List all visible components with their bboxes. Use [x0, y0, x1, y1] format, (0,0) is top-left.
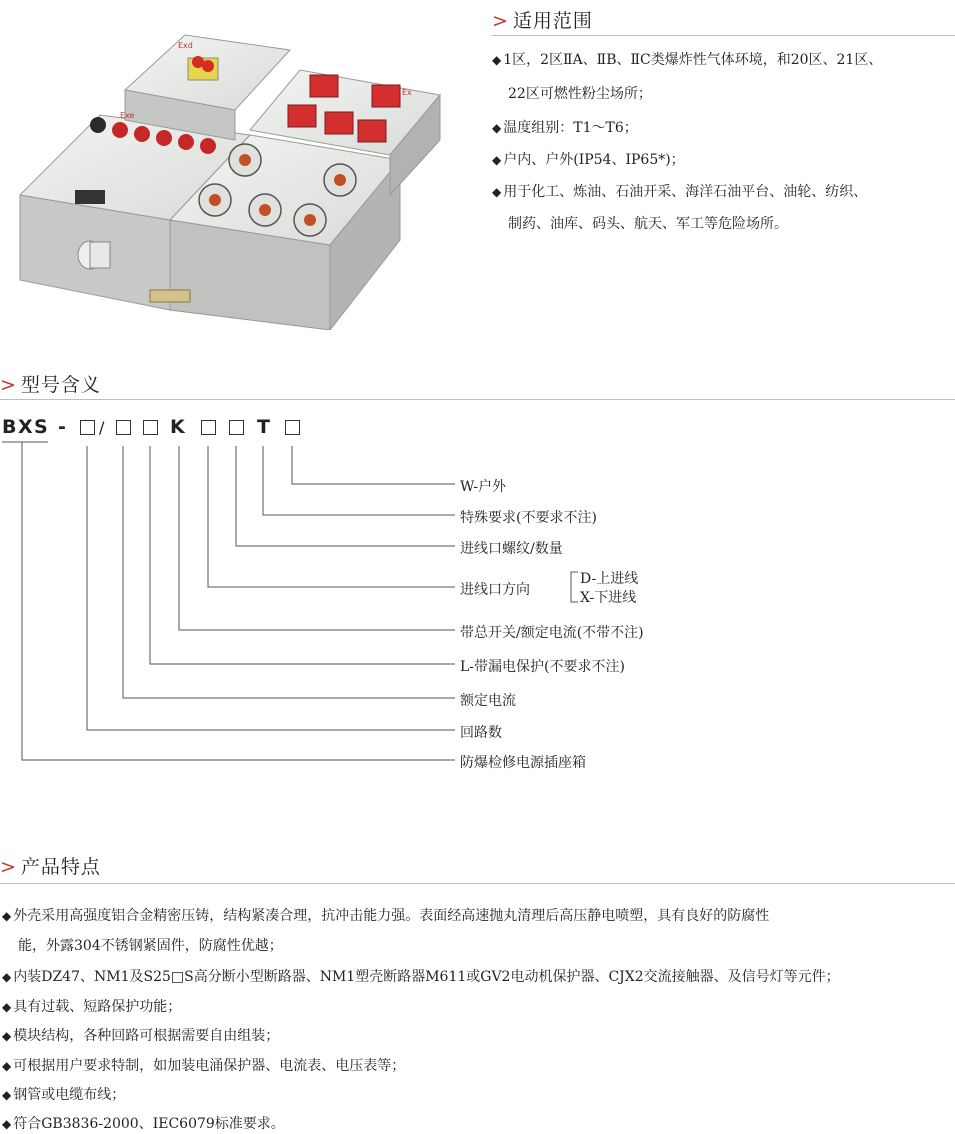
diamond-bullet-icon: ◆	[2, 1117, 12, 1131]
meaning-item: 防爆检修电源插座箱	[460, 755, 586, 771]
diamond-bullet-icon: ◆	[492, 153, 502, 167]
divider	[492, 35, 955, 36]
scope-title	[492, 6, 593, 33]
ex-label: Ex	[402, 88, 412, 97]
feature-item-cont: 能，外露304不锈钢紧固件，防腐性优越；	[18, 938, 283, 954]
meaning-item: W-户外	[460, 479, 507, 495]
model-title-text: 型号含义	[20, 374, 101, 396]
meaning-item: 进线口方向	[460, 582, 530, 598]
product-photo	[10, 20, 450, 330]
code-dash: -	[58, 416, 67, 438]
bracket-icon	[568, 570, 580, 604]
scope-item: ◆ 温度组别：T1～T6；	[492, 120, 638, 136]
model-title	[0, 370, 101, 397]
features-title	[0, 852, 101, 879]
diamond-bullet-icon: ◆	[2, 1088, 12, 1102]
diamond-bullet-icon: ◆	[492, 185, 502, 199]
meaning-item: 额定电流	[460, 693, 516, 709]
feature-item: ◆ 内装DZ47、NM1及S25□S高分断小型断路器、NM1塑壳断路器M611或GV2电动机保护器、CJX2交流接触器、及信号灯等元件；	[2, 969, 840, 985]
scope-title-text: 适用范围	[512, 10, 593, 32]
chevron-right-icon: >	[0, 856, 17, 878]
feature-item: ◆ 钢管或电缆布线；	[2, 1087, 126, 1103]
feature-item: ◆ 符合GB3836-2000、IEC6079标准要求。	[2, 1116, 285, 1132]
diamond-bullet-icon: ◆	[2, 1029, 12, 1043]
scope-item: ◆ 户内、户外(IP54、IP65*)；	[492, 152, 685, 168]
code-letter: X	[18, 416, 34, 438]
divider	[0, 399, 955, 400]
diamond-bullet-icon: ◆	[2, 1000, 12, 1014]
code-letter: S	[34, 416, 49, 438]
code-letter: B	[2, 416, 18, 438]
model-diagram-lines	[0, 430, 460, 770]
exd-label: Exd	[178, 41, 193, 50]
code-slash: /	[99, 418, 106, 437]
code-letter: T	[257, 416, 271, 438]
scope-item: ◆ 1区，2区ⅡA、ⅡB、ⅡC类爆炸性气体环境，和20区、21区、	[492, 52, 883, 68]
exe-label: Exe	[120, 111, 135, 120]
meaning-item: 特殊要求(不要求不注)	[460, 510, 597, 526]
diamond-bullet-icon: ◆	[492, 121, 502, 135]
chevron-right-icon: >	[492, 10, 509, 32]
meaning-item: 带总开关/额定电流(不带不注)	[460, 625, 644, 641]
feature-item: ◆ 模块结构，各种回路可根据需要自由组装；	[2, 1028, 280, 1044]
diamond-bullet-icon: ◆	[492, 53, 502, 67]
divider	[0, 883, 955, 884]
direction-option: D-上进线	[580, 571, 639, 587]
diamond-bullet-icon: ◆	[2, 970, 12, 984]
diamond-bullet-icon: ◆	[2, 909, 12, 923]
features-title-text: 产品特点	[20, 856, 101, 878]
scope-item: ◆ 用于化工、炼油、石油开采、海洋石油平台、油轮、纺织、	[492, 184, 868, 200]
meaning-item: 进线口螺纹/数量	[460, 541, 563, 557]
chevron-right-icon: >	[0, 374, 17, 396]
direction-option: X-下进线	[580, 590, 637, 606]
diamond-bullet-icon: ◆	[2, 1059, 12, 1073]
scope-item-cont: 制药、油库、码头、航天、军工等危险场所。	[508, 216, 788, 232]
scope-item-cont: 22区可燃性粉尘场所；	[508, 86, 652, 102]
meaning-item: 回路数	[460, 725, 502, 741]
feature-item: ◆ 外壳采用高强度铝合金精密压铸，结构紧凑合理，抗冲击能力强。表面经高速抛丸清理后高压静电喷塑，具有良好的防腐性	[2, 908, 770, 924]
feature-item: ◆ 可根据用户要求特制，如加装电涌保护器、电流表、电压表等；	[2, 1058, 406, 1074]
code-letter: K	[170, 416, 186, 438]
feature-item: ◆ 具有过载、短路保护功能；	[2, 999, 182, 1015]
meaning-item: L-带漏电保护(不要求不注)	[460, 659, 625, 675]
